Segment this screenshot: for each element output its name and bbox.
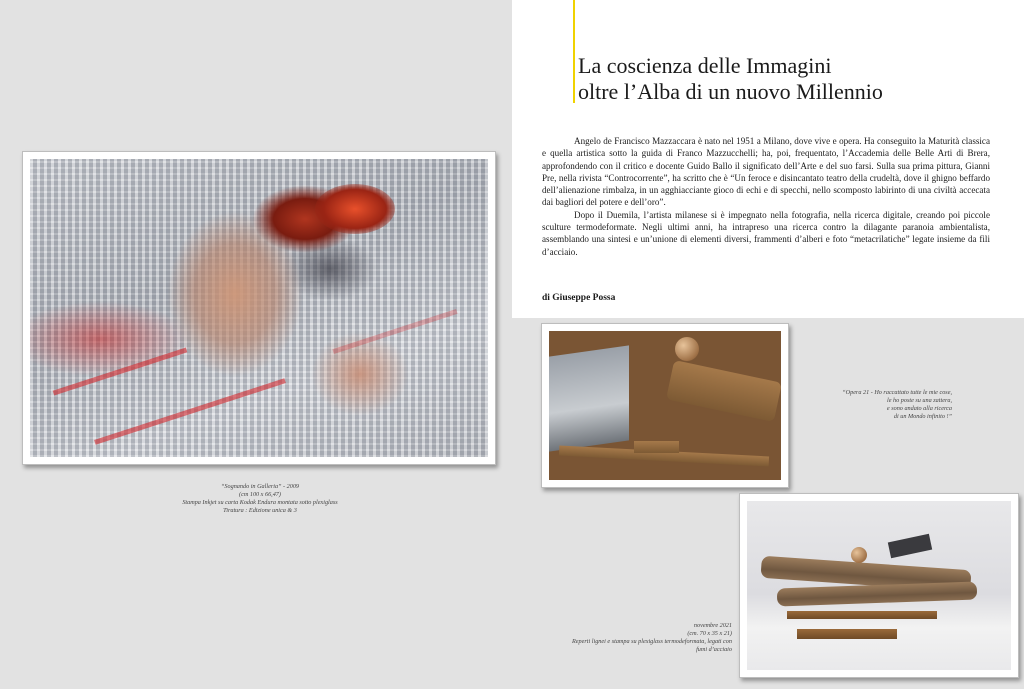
- article-title: [578, 53, 883, 105]
- artwork-red-streak: [53, 347, 188, 395]
- caption-opera21: [800, 389, 952, 421]
- paragraph: Dopo il Duemila, l’artista milanese si è impegnato nella fotografia, nella ricerca digitale, creando poi piccole sculture termodeformate. Negli ultimi anni, ha intrapreso una ricerca contro la dilagante paranoia ambientalista, assemblando una sintesi e un’unione di elementi diversi, frammenti d’alberi e foto “metacrilatiche” legate insieme da fili d’acciaio.: [542, 209, 990, 257]
- caption-line: le ho poste su una zattera,: [887, 397, 952, 404]
- artwork-frame-main: [22, 151, 496, 465]
- caption-line: novembre 2021: [693, 622, 732, 629]
- caption-sculpture: [520, 622, 732, 654]
- artwork-dark-block: [888, 534, 932, 558]
- artwork-red-streak: [94, 378, 286, 445]
- caption-line: Stampa Inkjet su carta Kodak Endura montata sotto plexiglass: [182, 499, 338, 506]
- artwork-red-glow: [315, 184, 395, 234]
- title-line-2: oltre l’Alba di un nuovo Millennio: [578, 79, 883, 104]
- artwork-sculpture-2021: [747, 501, 1011, 670]
- artwork-frame-opera21: [541, 323, 789, 488]
- author-byline: di Giuseppe Possa: [542, 293, 616, 303]
- artwork-sognando-in-galleria: [30, 159, 488, 457]
- caption-line: “Opera 21 - Ho raccattato tutte le mie cose,: [842, 389, 952, 396]
- article-body: [542, 135, 990, 258]
- artwork-wood-base: [797, 629, 897, 639]
- artwork-frame-sculpture: [739, 493, 1019, 678]
- caption-line: (cm 100 x 66,47): [239, 491, 281, 498]
- artwork-opera-21: [549, 331, 781, 480]
- caption-line: fumi d’acciaio: [696, 646, 732, 653]
- caption-line: e sono andato alla ricerca: [886, 405, 952, 412]
- artwork-red-streak: [332, 309, 457, 354]
- artwork-wood-log: [777, 582, 978, 607]
- artwork-photo-fragment: [549, 345, 629, 451]
- artwork-wooden-ball: [851, 547, 867, 563]
- artwork-wooden-ball: [675, 337, 699, 361]
- caption-line: di un Mondo infinito !”: [893, 413, 952, 420]
- artwork-wood-log: [666, 360, 781, 422]
- caption-line: Tiratura : Edizione unica & 3: [223, 507, 297, 514]
- artwork-wood-base: [787, 611, 937, 619]
- caption-line: Reperti lignei e stampa su plexiglass termodeformata, legati con: [572, 638, 732, 645]
- title-line-1: La coscienza delle Immagini: [578, 53, 832, 78]
- paragraph: Angelo de Francisco Mazzaccara è nato nel 1951 a Milano, dove vive e opera. Ha conseguito la Maturità classica e quella artistica sotto la guida di Franco Mazzucchelli; ha, poi, frequentato, l’Accademia delle Belle Arti di Brera, approfondendo con il critico e docente Guido Ballo il significato dell’Arte e del suo farsi. Sulla sua prima pittura, Gianni Pre, nella rivista “Controcorrente”, ha scritto che è “Un feroce e disincantato teatro della crudeltà, dove il ghigno beffardo dell’alienazione rimbalza, in un agghiacciante gioco di echi e di specchi, nello scomposto labirinto di una civiltà accecata dai bagliori del potere e dell’oro”.: [542, 136, 990, 208]
- caption-line: (cm. 70 x 35 x 21): [687, 630, 732, 637]
- caption-line: “Sognando in Galleria” - 2009: [220, 483, 300, 490]
- artwork-wood-plank: [634, 441, 679, 453]
- caption-main-artwork: [130, 483, 390, 515]
- accent-line: [573, 0, 575, 103]
